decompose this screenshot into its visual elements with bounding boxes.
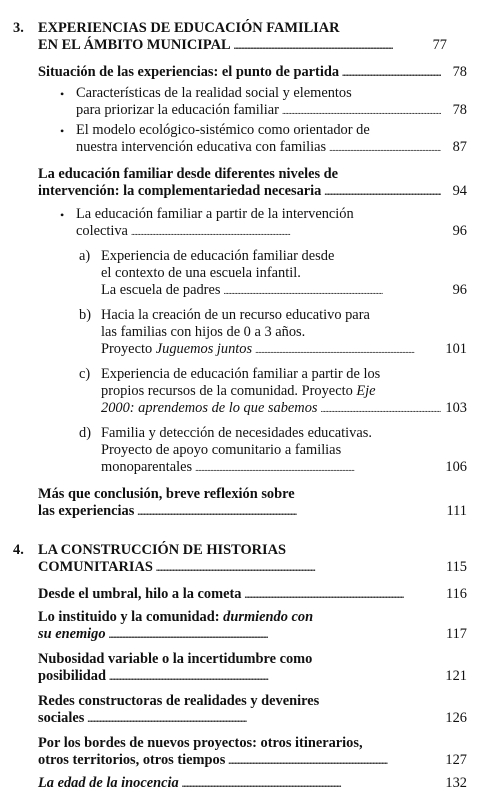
entry-title-line bbox=[76, 85, 352, 102]
entry-title-line bbox=[38, 166, 338, 183]
page-number: 111 bbox=[446, 503, 467, 519]
entry-title-line bbox=[38, 486, 295, 503]
leader-dots bbox=[137, 503, 441, 521]
page-number: 115 bbox=[445, 559, 467, 575]
entry-title-line bbox=[38, 735, 363, 752]
entry-title: Más que conclusión, breve reflexión sobre bbox=[38, 486, 295, 502]
item-letter: c) bbox=[79, 366, 91, 382]
page-number: 77 bbox=[432, 37, 447, 53]
leader-dots bbox=[109, 626, 441, 644]
entry-title: el contexto de una escuela infantil. bbox=[101, 265, 301, 281]
item-letter: a) bbox=[79, 248, 91, 264]
entry-title: posibilidad bbox=[38, 668, 106, 684]
leader-dots bbox=[342, 64, 441, 82]
entry-title: Experiencia de educación familiar desde bbox=[101, 248, 335, 264]
entry-title-line bbox=[101, 265, 301, 282]
bullet-icon: • bbox=[60, 124, 65, 138]
page-number: 78 bbox=[452, 64, 467, 80]
entry-title-italic: 2000: aprendemos de lo que sabemos bbox=[101, 400, 318, 416]
section-title-line bbox=[38, 542, 286, 559]
section-title-text: EXPERIENCIAS DE EDUCACIÓN FAMILIAR bbox=[38, 20, 340, 36]
section-title-text: COMUNITARIAS bbox=[38, 559, 153, 575]
toc-entry[interactable] bbox=[101, 400, 467, 418]
entry-title: Desde el umbral, hilo a la cometa bbox=[38, 586, 242, 602]
entry-title: La edad de la inocencia bbox=[38, 775, 179, 791]
entry-title: La educación familiar desde diferentes niveles de bbox=[38, 166, 339, 182]
toc-entry[interactable] bbox=[76, 102, 467, 120]
section-title-text: LA CONSTRUCCIÓN DE HISTORIAS bbox=[38, 542, 287, 558]
entry-title: monoparentales bbox=[101, 459, 193, 475]
leader-dots bbox=[255, 341, 441, 359]
toc-entry[interactable] bbox=[38, 37, 447, 55]
section-title-line bbox=[38, 20, 340, 37]
toc-entry[interactable] bbox=[76, 223, 467, 241]
entry-title-italic: durmiendo con bbox=[223, 609, 314, 625]
leader-dots bbox=[156, 559, 441, 577]
entry-title-line bbox=[101, 425, 372, 442]
entry-title: sociales bbox=[38, 710, 85, 726]
page-number: 94 bbox=[452, 183, 467, 199]
entry-title-line bbox=[38, 693, 319, 710]
entry-title: La educación familiar a partir de la intervención bbox=[76, 206, 354, 222]
leader-dots bbox=[223, 282, 441, 300]
leader-dots bbox=[282, 102, 441, 120]
entry-title: La escuela de padres bbox=[101, 282, 221, 298]
entry-title: Proyecto de apoyo comunitario a familias bbox=[101, 442, 342, 458]
leader-dots bbox=[329, 139, 441, 157]
leader-dots bbox=[109, 668, 441, 686]
entry-title: Hacia la creación de un recurso educativo para bbox=[101, 307, 370, 323]
entry-title-line bbox=[101, 442, 341, 459]
leader-dots bbox=[131, 223, 441, 241]
leader-dots bbox=[244, 586, 441, 604]
toc-entry[interactable] bbox=[101, 459, 467, 477]
entry-title-line bbox=[76, 206, 354, 223]
toc-entry[interactable] bbox=[38, 626, 467, 644]
entry-title: El modelo ecológico-sistémico como orientador de bbox=[76, 122, 370, 138]
toc-entry[interactable] bbox=[76, 139, 467, 157]
entry-title: colectiva bbox=[76, 223, 128, 239]
toc-entry[interactable] bbox=[38, 503, 467, 521]
leader-dots bbox=[324, 183, 441, 201]
item-letter: d) bbox=[79, 425, 91, 441]
page-number: 132 bbox=[445, 775, 467, 791]
entry-title: intervención: la complementariedad necesaria bbox=[38, 183, 322, 199]
page-number: 103 bbox=[445, 400, 467, 416]
entry-title-italic: Eje bbox=[356, 383, 376, 399]
entry-title-line bbox=[101, 307, 370, 324]
section-title-text: EN EL ÁMBITO MUNICIPAL bbox=[38, 37, 231, 53]
page-number: 96 bbox=[452, 282, 467, 298]
bullet-icon: • bbox=[60, 208, 65, 222]
entry-title-line bbox=[38, 609, 313, 626]
bullet-icon: • bbox=[60, 87, 65, 101]
item-letter: b) bbox=[79, 307, 91, 323]
toc-entry[interactable] bbox=[38, 559, 467, 577]
toc-entry[interactable] bbox=[38, 752, 467, 770]
entry-title: Situación de las experiencias: el punto de partida bbox=[38, 64, 340, 80]
entry-title-line bbox=[101, 324, 305, 341]
page-number: 78 bbox=[452, 102, 467, 118]
section-number: 3. bbox=[13, 20, 24, 36]
leader-dots bbox=[182, 775, 441, 793]
entry-title-line bbox=[38, 651, 312, 668]
leader-dots bbox=[195, 459, 441, 477]
entry-title: Familia y detección de necesidades educativas. bbox=[101, 425, 372, 441]
toc-entry[interactable] bbox=[101, 341, 467, 359]
page-number: 121 bbox=[445, 668, 467, 684]
toc-entry[interactable] bbox=[38, 668, 467, 686]
page-number: 101 bbox=[445, 341, 467, 357]
entry-title-line bbox=[101, 383, 376, 400]
section-number: 4. bbox=[13, 542, 24, 558]
page-number: 106 bbox=[445, 459, 467, 475]
toc-entry[interactable] bbox=[101, 282, 467, 300]
page-number: 87 bbox=[452, 139, 467, 155]
leader-dots bbox=[228, 752, 441, 770]
toc-entry[interactable] bbox=[38, 710, 467, 728]
entry-title-line bbox=[101, 366, 380, 383]
entry-title: para priorizar la educación familiar bbox=[76, 102, 279, 118]
entry-title-line bbox=[101, 248, 334, 265]
page-number: 126 bbox=[445, 710, 467, 726]
toc-entry[interactable] bbox=[38, 183, 467, 201]
toc-entry[interactable] bbox=[38, 64, 467, 82]
page-number: 117 bbox=[445, 626, 467, 642]
leader-dots bbox=[87, 710, 441, 728]
leader-dots bbox=[321, 400, 442, 418]
entry-title: Nubosidad variable o la incertidumbre como bbox=[38, 651, 313, 667]
entry-title: Por los bordes de nuevos proyectos: otros itinerarios, bbox=[38, 735, 363, 751]
page-number: 116 bbox=[445, 586, 467, 602]
entry-title: las familias con hijos de 0 a 3 años. bbox=[101, 324, 306, 340]
entry-title: Lo instituido y la comunidad: bbox=[38, 609, 220, 625]
entry-title-italic: su enemigo bbox=[38, 626, 106, 642]
page-number: 96 bbox=[452, 223, 467, 239]
entry-title: nuestra intervención educativa con familias bbox=[76, 139, 327, 155]
entry-title: otros territorios, otros tiempos bbox=[38, 752, 226, 768]
entry-title-italic: Juguemos juntos bbox=[155, 341, 253, 357]
entry-title-line bbox=[76, 122, 370, 139]
entry-title: Características de la realidad social y elementos bbox=[76, 85, 352, 101]
toc-entry[interactable] bbox=[38, 586, 467, 604]
entry-title: Experiencia de educación familiar a partir de los bbox=[101, 366, 381, 382]
entry-title: Proyecto bbox=[101, 341, 153, 357]
entry-title: las experiencias bbox=[38, 503, 135, 519]
toc-entry[interactable] bbox=[38, 775, 467, 793]
leader-dots bbox=[234, 37, 421, 55]
entry-title: propios recursos de la comunidad. Proyecto bbox=[101, 383, 353, 399]
page-number: 127 bbox=[445, 752, 467, 768]
entry-title: Redes constructoras de realidades y devenires bbox=[38, 693, 320, 709]
